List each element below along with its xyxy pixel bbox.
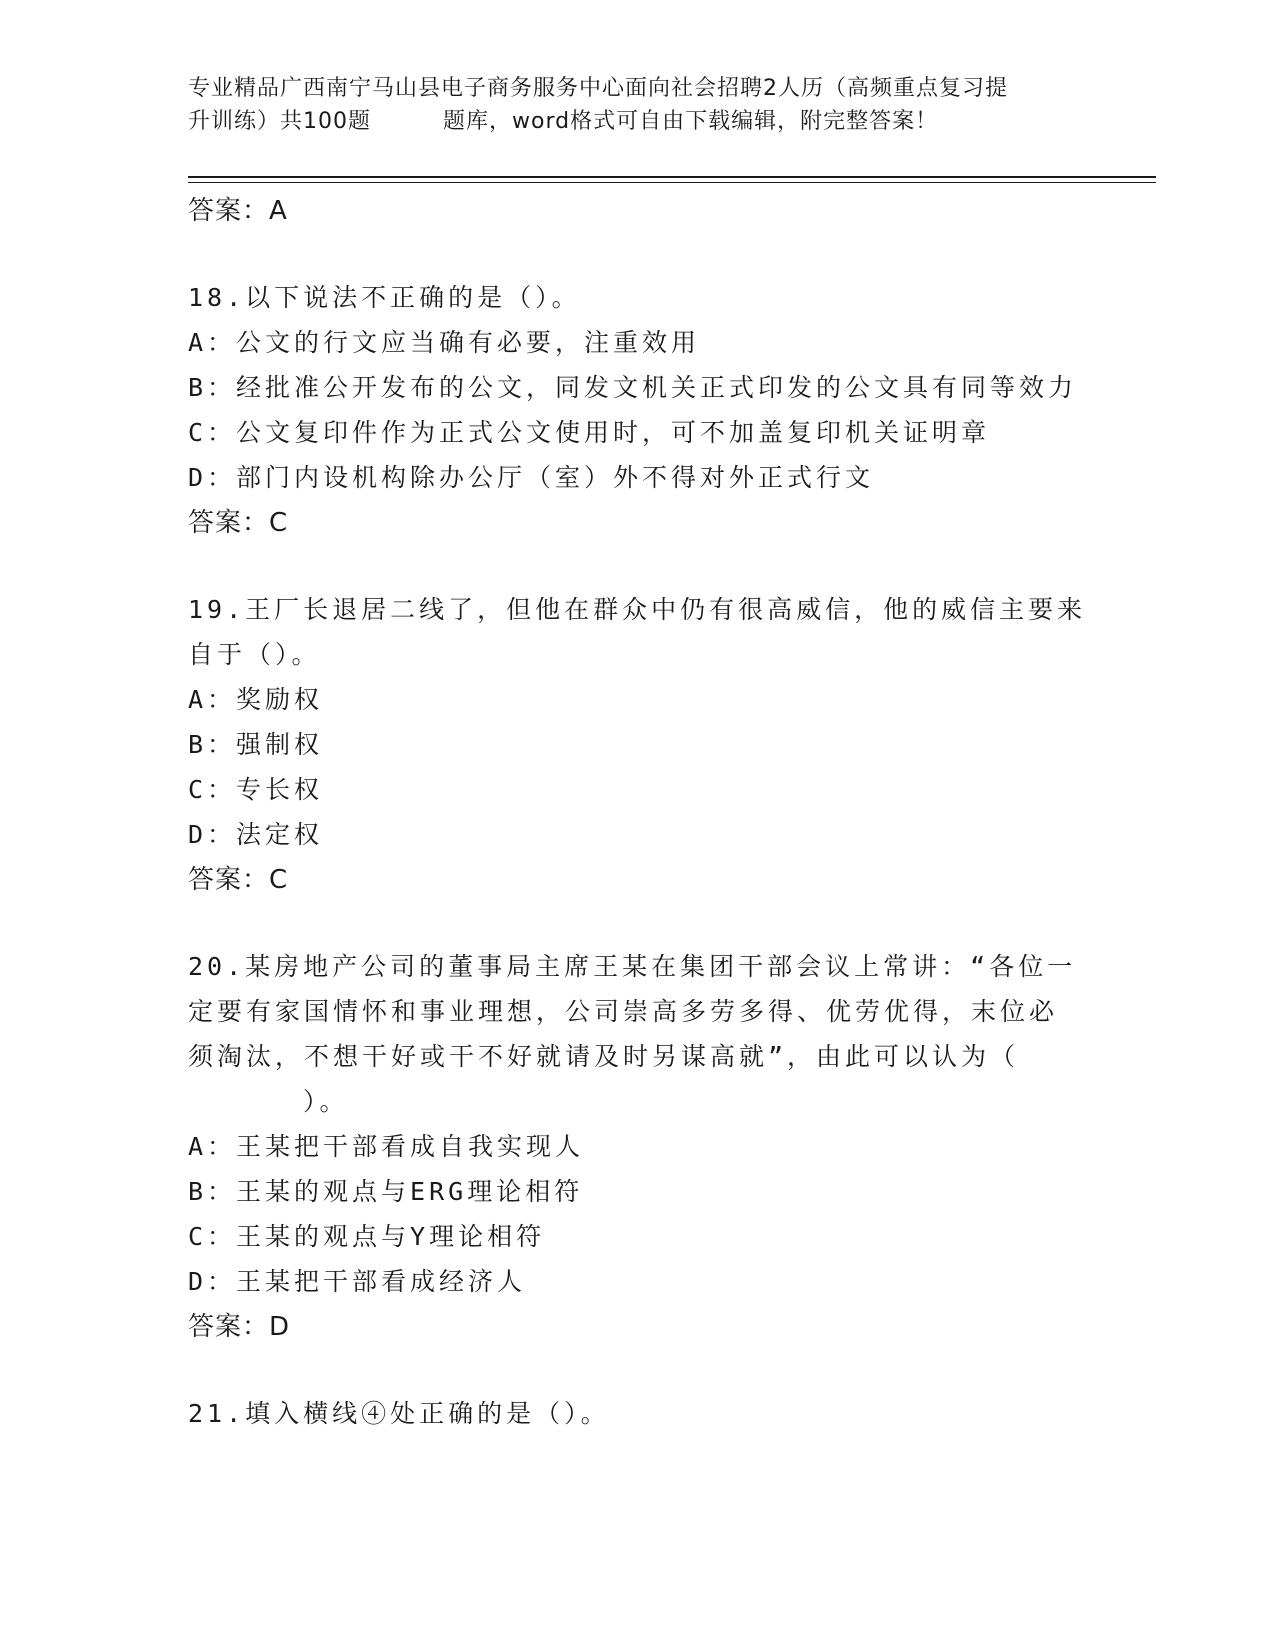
option-d: D：王某把干部看成经济人 xyxy=(188,1267,527,1296)
question-18 xyxy=(188,275,1108,546)
answer-value: D xyxy=(269,1312,291,1342)
question-text: 以下说法不正确的是（）。 xyxy=(245,283,581,312)
question-number: 18. xyxy=(188,283,246,312)
option-b: B：经批准公开发布的公文，同发文机关正式印发的公文具有同等效力 xyxy=(188,373,1078,402)
answer-label: 答案： xyxy=(188,508,270,538)
question-stem xyxy=(188,1391,1108,1436)
answer-value: C xyxy=(269,508,289,538)
answer-value: A xyxy=(269,196,288,226)
answer-q18 xyxy=(188,500,1108,546)
question-text: 某房地产公司的董事局主席王某在集团干部会议上常讲：“各位一 xyxy=(245,952,1077,981)
option-c: C：王某的观点与Y理论相符 xyxy=(188,1222,546,1251)
question-number: 21. xyxy=(188,1399,246,1428)
question-stem-line-2: 自于（）。 xyxy=(188,640,321,669)
question-number: 20. xyxy=(188,952,246,981)
question-stem-line-4: ）。 xyxy=(303,1087,349,1116)
header-title-line-2 xyxy=(188,105,1088,138)
header-title-line-1: 专业精品广西南宁马山县电子商务服务中心面向社会招聘2人历（高频重点复习提 xyxy=(188,76,1008,101)
question-stem-line-1 xyxy=(188,944,1108,989)
question-19 xyxy=(188,587,1108,903)
header-title-line-2-right: 题库，word格式可自由下载编辑，附完整答案！ xyxy=(443,109,939,134)
option-c: C：公文复印件作为正式公文使用时，可不加盖复印机关证明章 xyxy=(188,418,991,447)
answer-label: 答案： xyxy=(188,196,270,226)
header-divider-thick xyxy=(188,176,1156,178)
header-divider-thin xyxy=(188,182,1156,183)
question-21 xyxy=(188,1391,1108,1436)
question-stem-line-2: 定要有家国情怀和事业理想，公司崇高多劳多得、优劳优得，末位必 xyxy=(188,997,1059,1026)
spacer xyxy=(188,234,1108,275)
answer-value: C xyxy=(269,865,289,895)
question-text: 填入横线④处正确的是（）。 xyxy=(245,1399,610,1428)
header-title-line-2-left: 升训练）共100题 xyxy=(188,109,371,134)
option-a: A：公文的行文应当确有必要，注重效用 xyxy=(188,328,701,357)
question-list xyxy=(188,188,1108,1436)
spacer xyxy=(188,903,1108,944)
answer-q20 xyxy=(188,1304,1108,1350)
question-stem-line-1 xyxy=(188,587,1108,632)
answer-label: 答案： xyxy=(188,865,270,895)
option-c: C：专长权 xyxy=(188,775,324,804)
option-a: A：王某把干部看成自我实现人 xyxy=(188,1132,585,1161)
answer-q17 xyxy=(188,188,1108,234)
question-stem-line-3: 须淘汰，不想干好或干不好就请及时另谋高就”，由此可以认为（ xyxy=(188,1042,1020,1071)
question-text: 王厂长退居二线了，但他在群众中仍有很高威信，他的威信主要来 xyxy=(245,595,1087,624)
option-d: D：法定权 xyxy=(188,820,324,849)
option-b: B：强制权 xyxy=(188,730,324,759)
question-number: 19. xyxy=(188,595,246,624)
question-stem xyxy=(188,275,1108,320)
question-20 xyxy=(188,944,1108,1350)
option-b: B：王某的观点与ERG理论相符 xyxy=(188,1177,584,1206)
answer-q19 xyxy=(188,857,1108,903)
answer-label: 答案： xyxy=(188,1312,270,1342)
spacer xyxy=(188,546,1108,587)
option-a: A：奖励权 xyxy=(188,685,324,714)
option-d: D：部门内设机构除办公厅（室）外不得对外正式行文 xyxy=(188,463,875,492)
document-header xyxy=(188,72,1088,138)
spacer xyxy=(188,1350,1108,1391)
